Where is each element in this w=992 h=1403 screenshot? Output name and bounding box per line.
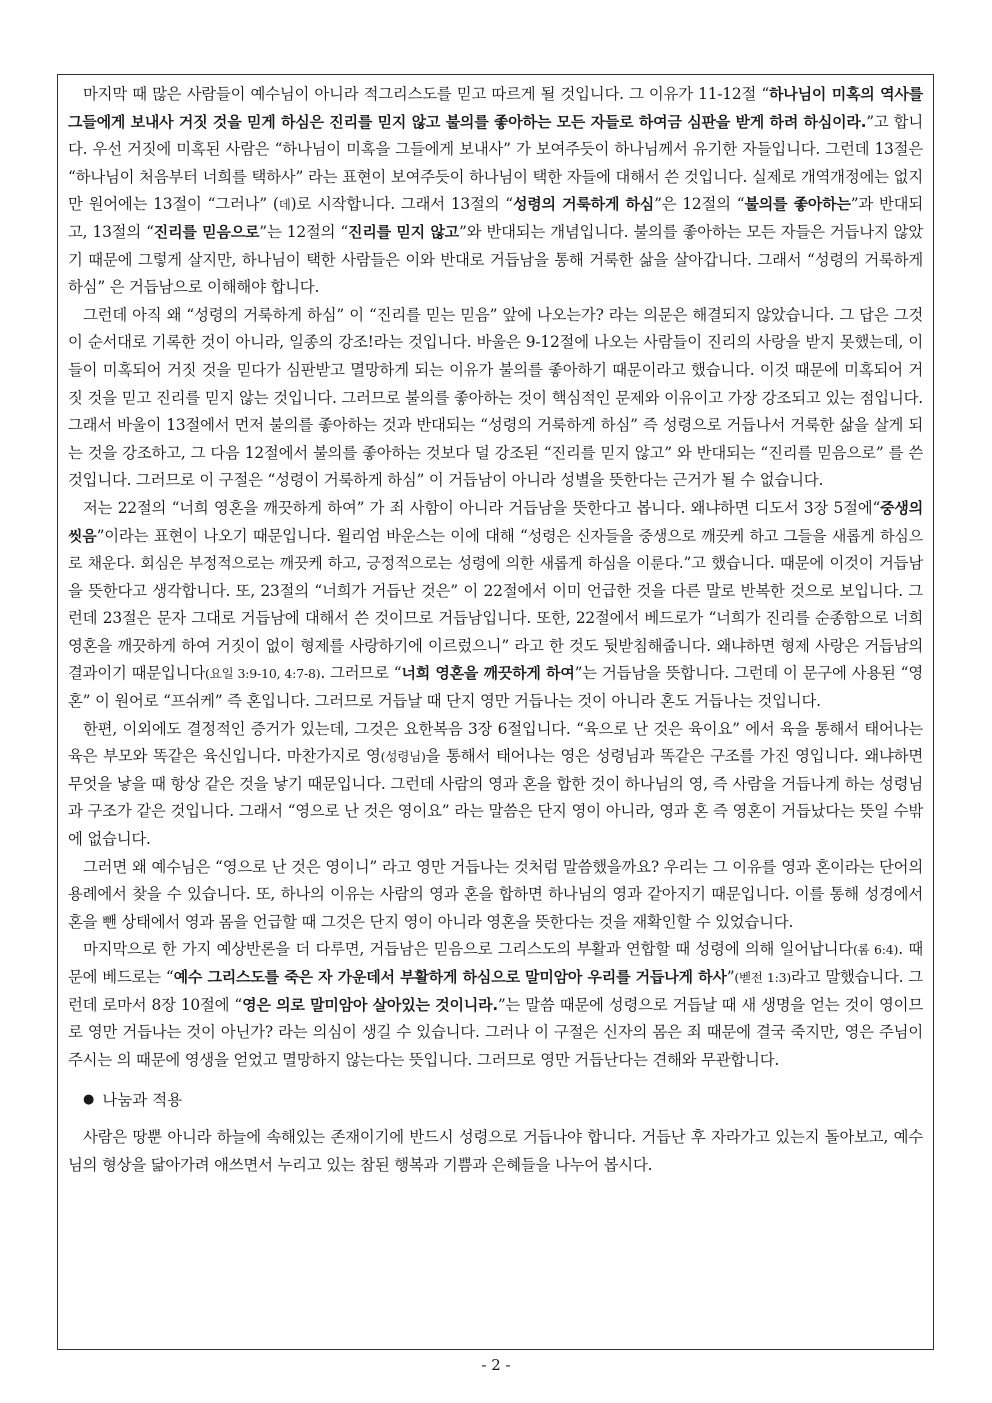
scripture-reference: (요일 3:9-10, 4:7-8): [205, 666, 321, 682]
section-heading: [83, 1088, 923, 1110]
bold-quote: 중생의 씻음: [68, 498, 923, 545]
text: ”는 말씀 때문에 성령으로 거듭날 때 새 생명을 얻는 것이 영이므로 영만 거듭나는 것이 아닌가? 라는 의심이 생길 수 있습니다. 그러나 이 구절은 신자의 몸은 죄 때문에 결국 죽지만, 영은 주님이 주시는 의 때문에 영생을 얻었고 멸망하지 않는다는 뜻입니다. 그러므로 영만 거듭난다는 견해와 무관합니다.: [68, 995, 923, 1069]
text: ”은 12절의 “: [654, 195, 745, 214]
text: ”는 거듭남을 뜻합니다. 그런데 이 문구에 사용된 “영혼” 이 원어로 “프쉬케” 즉 혼입니다. 그러므로 거듭날 때 단지 영만 거듭나는 것이 아니라 혼도 거듭나는 것입니다.: [68, 664, 923, 711]
paragraph-5: [68, 854, 923, 937]
greek-word: 데: [278, 197, 291, 213]
text: 을 통해서 태어나는 영은 성령님과 똑같은 구조를 가진 영입니다. 왜냐하면 무엇을 낳을 때 항상 같은 것을 낳기 때문입니다. 그런데 사람의 영과 혼을 합한 것이 하나님의 영, 즉 사람을 거듭나게 하는 성령님과 구조가 같은 것입니다. 그래서 “영으로 난 것은 영이요” 라는 말씀은 단지 영이 아니라, 영과 혼 즉 영혼이 거듭났다는 뜻일 수밖에 없습니다.: [68, 747, 923, 849]
text: 마지막 때 많은 사람들이 예수님이 아니라 적그리스도를 믿고 따르게 될 것입니다. 그 이유가 11-12절 “: [83, 85, 770, 103]
paragraph-2: [68, 302, 923, 495]
text: 사람은 땅뿐 아니라 하늘에 속해있는 존재이기에 반드시 성령으로 거듭나야 합니다. 거듭난 후 자라가고 있는지 돌아보고, 예수님의 형상을 닮아가려 애쓰면서 누리고 있는 참된 행복과 기쁨과 은혜들을 나누어 봅시다.: [68, 1128, 923, 1174]
paragraph-3: [68, 495, 923, 716]
bold-quote: 영은 의로 말미암아 살아있는 것이니라.: [242, 995, 498, 1014]
bold-quote: 너희 영혼을 깨끗하게 하여: [401, 664, 575, 683]
bullet-icon: ●: [83, 1091, 95, 1107]
text: ”는 12절의 “: [259, 222, 349, 241]
bold-quote: 진리를 믿지 않고: [348, 222, 459, 241]
bold-quote: 예수 그리스도를 죽은 자 가운데서 부활하게 하심으로 말미암아 우리를 거듭나게 하사: [173, 968, 727, 986]
section-title: 나눔과 적용: [102, 1091, 183, 1110]
text: )로 시작합니다. 그래서 13절의 “: [290, 195, 513, 214]
text: 저는 22절의 “너희 영혼을 깨끗하게 하여” 가 죄 사함이 아니라 거듭남을 뜻한다고 봅니다. 왜냐하면 디도서 3장 5절에“: [83, 498, 881, 517]
bold-quote: 하나님이 미혹의 역사를 그들에게 보내사 거짓 것을 믿게 하심은 진리를 믿지 않고 불의를 좋아하는 모든 자들로 하여금 심판을 받게 하려 하심이라.: [68, 85, 923, 131]
text: 그런데 아직 왜 “성령의 거룩하게 하심” 이 “진리를 믿는 믿음” 앞에 나오는가? 라는 의문은 해결되지 않았습니다. 그 답은 그것이 순서대로 기록한 것이 아니라, 일종의 강조!라는 것입니다. 바울은 9-12절에 나오는 사람들이 진리의 사랑을 받지 못했는데, 이들이 미혹되어 거짓 것을 믿다가 심판받고 멸망하게 되는 이유가 불의를 좋아하기 때문이라고 했습니다. 이것 때문에 미혹되어 거짓 것을 믿고 진리를 믿지 않는 것입니다. 그러므로 불의를 좋아하는 것이 핵심적인 문제와 이유이고 가장 강조되고 있는 점입니다. 그래서 바울이 13절에서 먼저 불의를 좋아하는 것과 반대되는 “성령의 거룩하게 하심” 즉 성령으로 거듭나서 거룩한 삶을 살게 되는 것을 강조하고, 그 다음 12절에서 불의를 좋아하는 것보다 덜 강조된 “진리를 믿지 않고” 와 반대되는 “진리를 믿음으로” 를 쓴 것입니다. 그러므로 이 구절은 “성령이 거룩하게 하심” 이 거듭남이 아니라 성별을 뜻한다는 근거가 될 수 없습니다.: [68, 305, 923, 490]
text: ”와 반대되는 개념입니다. 불의를 좋아하는 모든 자들은 거듭나지 않았기 때문에 그렇게 살지만, 하나님이 택한 사람들은 이와 반대로 거듭남을 통해 거룩한 삶을 살아갑니다. 그래서 “성령의 거룩하게 하심” 은 거듭남으로 이해해야 합니다.: [68, 222, 923, 297]
bold-quote: 불의를 좋아하는: [744, 195, 851, 214]
paragraph-6: [68, 936, 923, 1074]
quote: 성령은 신자들을 중생으로 깨끗케 하고 그들을 새롭게 하심으로 채운다. 회심은 부정적으로는 깨끗케 하고, 긍정적으로는 성령에 의한 새롭게 하심을 이룬다.: [68, 526, 923, 573]
scripture-reference: (벧전 1:3): [734, 970, 792, 985]
bold-quote: 성령의 거룩하게 하심: [512, 195, 655, 214]
scripture-reference: (롬 6:4): [852, 942, 899, 958]
content-box: [57, 74, 934, 1350]
text: ”이라는 표현이 나오기 때문입니다. 윌리엄 바운스는 이에 대해 “: [96, 526, 528, 545]
text: 그러면 왜 예수님은 “영으로 난 것은 영이니” 라고 영만 거듭나는 것처럼 말씀했을까요? 우리는 그 이유를 영과 혼이라는 단어의 용례에서 찾을 수 있습니다. 또, 하나의 이유는 사람의 영과 혼을 합하면 하나님의 영과 같아지기 때문입니다. 이를 통해 성경에서 혼을 뺀 상태에서 영과 몸을 언급할 때 그것은 단지 영이 아니라 영혼을 뜻한다는 것을 재확인할 수 있었습니다.: [68, 857, 923, 931]
text: . 때문에 베드로는 “: [68, 940, 923, 986]
paragraph-1: [68, 81, 923, 302]
text: 한편, 이외에도 결정적인 증거가 있는데, 그것은 요한복음 3장 6절입니다. “육으로 난 것은 육이요” 에서 육을 통해서 태어나는 육은 부모와 똑같은 육신입니다. 마찬가지로 영: [68, 719, 923, 766]
text: 라고 말했습니다. 그런데 로마서 8장 10절에 “: [68, 968, 923, 1014]
paragraph-application: [68, 1124, 923, 1179]
text: ”고 합니다. 우선 거짓에 미혹된 사람은 “하나님이 미혹을 그들에게 보내사” 가 보여주듯이 하나님께서 유기한 자들입니다. 그런데 13절은 “하나님이 처음부터 너희를 택하사” 라는 표현이 보여주듯이 하나님이 택한 자들에 대해서 쓴 것입니다. 실제로 개역개정에는 없지만 원어에는 13절이 “그러나” (: [68, 112, 923, 214]
text: ”과 반대되고, 13절의 “: [68, 195, 923, 241]
page-number: - 2 -: [481, 1356, 511, 1374]
annotation: (성령님): [380, 749, 426, 765]
text: ”: [726, 968, 735, 986]
paragraph-4: [68, 716, 923, 854]
text: 마지막으로 한 가지 예상반론을 더 다루면, 거듭남은 믿음으로 그리스도의 부활과 연합할 때 성령에 의해 일어납니다: [83, 940, 853, 959]
text: . 그러므로 “: [320, 664, 402, 683]
text: ”고 했습니다. 때문에 이것이 거듭남을 뜻한다고 생각합니다. 또, 23절의 “너희가 거듭난 것은” 이 22절에서 이미 언급한 것을 다른 말로 반복한 것으로 보입니다. 그런데 23절은 문자 그대로 거듭남에 대해서 쓴 것이므로 거듭남입니다. 또한, 22절에서 베드로가 “너희가 진리를 순종함으로 너희 영혼을 깨끗하게 하여 거짓이 없이 형제를 사랑하기에 이르렀으니” 라고 한 것도 뒷받침해줍니다. 왜냐하면 형제 사랑은 거듭남의 결과이기 때문입니다: [68, 554, 923, 683]
bold-quote: 진리를 믿음으로: [153, 222, 260, 241]
